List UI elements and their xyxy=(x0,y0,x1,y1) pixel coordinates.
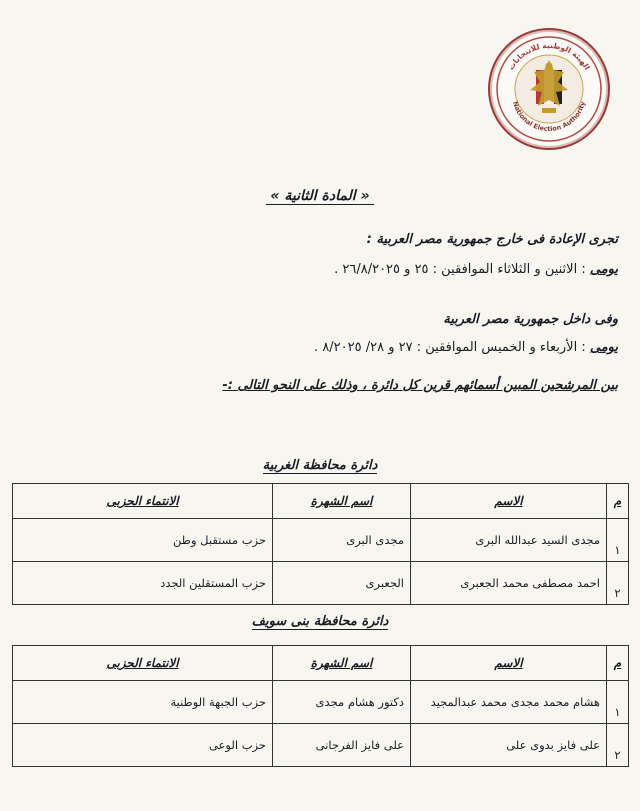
abroad-title: تجرى الإعادة فى خارج جمهورية مصر العربية : xyxy=(366,232,618,247)
candidate-fame: على فايز الفرجانى xyxy=(273,724,411,767)
candidate-party: حزب الوعى xyxy=(13,724,273,767)
candidate-fame: الجعبرى xyxy=(273,562,411,605)
inside-line xyxy=(14,312,618,327)
col-header-fame: اسم الشهرة xyxy=(273,484,411,519)
row-number: ٢ xyxy=(607,724,629,767)
row-number: ١ xyxy=(607,681,629,724)
col-header-fame: اسم الشهرة xyxy=(273,646,411,681)
col-header-name: الاسم xyxy=(411,484,607,519)
seal-arabic-text: الهيئة الوطنية للانتخابات xyxy=(506,41,592,72)
table-header-row xyxy=(13,646,629,681)
candidate-name: هشام محمد مجدى محمد عبدالمجيد xyxy=(411,681,607,724)
article-heading xyxy=(0,188,640,204)
table-row xyxy=(13,681,629,724)
candidate-name: مجدى السيد عبدالله البرى xyxy=(411,519,607,562)
col-header-party: الانتماء الحزبى xyxy=(13,484,273,519)
col-header-num: م xyxy=(607,646,629,681)
table-title-gharbia: دائرة محافظة الغربية xyxy=(262,458,378,473)
table-row xyxy=(13,519,629,562)
candidate-party: حزب المستقلين الجدد xyxy=(13,562,273,605)
candidates-table-beni-suef xyxy=(12,645,629,767)
inside-days-text: : الأربعاء و الخميس الموافقين : ٢٧ و ٢٨/ ٨/٢٠٢٥ . xyxy=(314,340,586,355)
abroad-days-label: يومى xyxy=(589,262,618,277)
between-text: بين المرشحين المبين أسمائهم قرين كل دائرة ، وذلك على النحو التالى :- xyxy=(222,378,618,393)
inside-days-label: يومى xyxy=(589,340,618,355)
abroad-days-line xyxy=(14,262,618,277)
candidates-table-gharbia xyxy=(12,483,629,605)
inside-title: وفى داخل جمهورية مصر العربية xyxy=(443,312,618,327)
eagle-emblem-icon xyxy=(490,30,608,148)
candidate-party: حزب مستقبل وطن xyxy=(13,519,273,562)
col-header-num: م xyxy=(607,484,629,519)
table-header-row xyxy=(13,484,629,519)
candidate-party: حزب الجبهة الوطنية xyxy=(13,681,273,724)
inside-days-line xyxy=(14,340,618,355)
candidate-fame: دكتور هشام مجدى xyxy=(273,681,411,724)
col-header-party: الانتماء الحزبى xyxy=(13,646,273,681)
col-header-name: الاسم xyxy=(411,646,607,681)
abroad-line xyxy=(14,232,618,247)
table-row xyxy=(13,562,629,605)
table-row xyxy=(13,724,629,767)
national-election-authority-seal xyxy=(488,28,610,150)
row-number: ٢ xyxy=(607,562,629,605)
between-line xyxy=(14,378,618,393)
abroad-days-text: : الاثنين و الثلاثاء الموافقين : ٢٥ و ٢٦/٨/٢٠٢٥ . xyxy=(334,262,586,277)
candidate-name: احمد مصطفى محمد الجعبرى xyxy=(411,562,607,605)
candidate-name: على فايز بدوى على xyxy=(411,724,607,767)
table-title-beni-suef: دائرة محافظة بنى سويف xyxy=(251,614,389,629)
row-number: ١ xyxy=(607,519,629,562)
article-title: « المادة الثانية » xyxy=(266,188,373,205)
seal-english-text: National Election Authority xyxy=(510,100,588,134)
candidate-fame: مجدى البرى xyxy=(273,519,411,562)
